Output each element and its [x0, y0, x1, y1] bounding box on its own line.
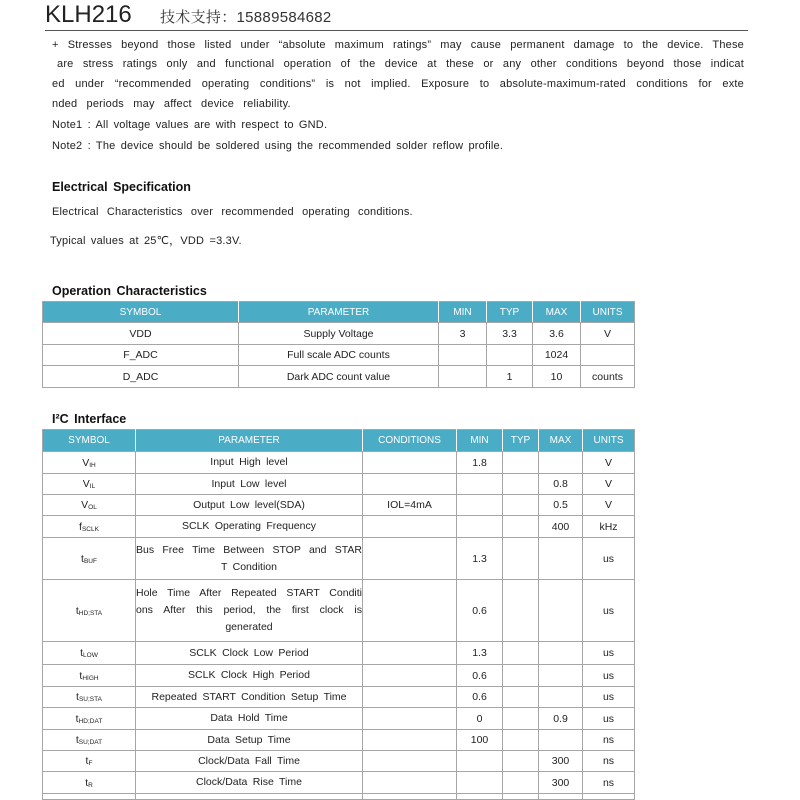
typ-cell	[503, 730, 539, 751]
symbol-subscript: BUF	[83, 557, 97, 565]
table-row	[43, 516, 635, 538]
conditions-cell	[363, 642, 457, 665]
max-cell: 300	[539, 772, 583, 794]
note-2: Note2 : The device should be soldered using the recommended solder reflow profile.	[52, 140, 504, 152]
parameter-line: Hole Time After Repeated START Conditi	[136, 587, 362, 599]
parameter-line: Bus Free Time Between STOP and STAR	[136, 543, 362, 556]
max-cell: 10	[533, 366, 581, 388]
symbol-cell: F_ADC	[43, 345, 239, 366]
max-cell: 0.9	[539, 708, 583, 730]
parameter-cell	[136, 751, 363, 772]
max-cell	[539, 665, 583, 687]
symbol-letter: V	[82, 478, 90, 490]
typ-cell	[503, 516, 539, 538]
min-cell: 0.6	[457, 665, 503, 687]
symbol-cell	[43, 495, 136, 516]
symbol-subscript: OL	[88, 504, 97, 511]
symbol-letter: t	[85, 755, 89, 767]
conditions-cell: IOL=4mA	[363, 495, 457, 516]
table-row	[43, 708, 635, 730]
min-cell	[457, 495, 503, 516]
parameter-cell	[136, 516, 363, 538]
parameter-cell	[136, 474, 363, 495]
symbol-letter: t	[79, 669, 83, 682]
parameter-line: SCLK Clock Low Period	[189, 646, 309, 659]
units-cell: us	[583, 665, 635, 687]
typ-cell	[487, 345, 533, 366]
symbol-subscript: HIGH	[82, 674, 99, 682]
table-header-cell: MIN	[439, 302, 487, 323]
symbol-cell	[43, 452, 136, 474]
min-cell	[457, 474, 503, 495]
table-row	[43, 687, 635, 708]
min-cell: 100	[457, 730, 503, 751]
symbol-cell	[43, 665, 136, 687]
units-cell: ns	[583, 751, 635, 772]
symbol-cell: D_ADC	[43, 366, 239, 388]
table-header-cell: UNITS	[581, 302, 635, 323]
parameter-cell	[136, 772, 363, 794]
table-row	[43, 730, 635, 751]
symbol-letter: t	[80, 647, 84, 659]
symbol-subscript: SU;STA	[78, 696, 102, 703]
table-header-cell: PARAMETER	[239, 302, 439, 323]
max-cell	[539, 452, 583, 474]
table-row	[43, 474, 635, 495]
conditions-cell	[363, 516, 457, 538]
min-cell	[457, 772, 503, 794]
units-cell: ns	[583, 772, 635, 794]
parameter-cell	[136, 730, 363, 751]
conditions-cell	[363, 665, 457, 687]
symbol-cell	[43, 751, 136, 772]
symbol-subscript: IL	[89, 483, 96, 490]
symbol-subscript: LOW	[83, 652, 98, 659]
min-cell	[457, 751, 503, 772]
parameter-line: SCLK Operating Frequency	[182, 520, 316, 532]
typ-cell	[503, 495, 539, 516]
table-header-cell: SYMBOL	[43, 430, 136, 452]
max-cell	[539, 538, 583, 580]
parameter-cell	[136, 495, 363, 516]
symbol-subscript: SCLK	[81, 525, 99, 533]
table-header-row	[43, 302, 635, 323]
units-cell: counts	[581, 366, 635, 388]
table-row	[43, 452, 635, 474]
doc-title: KLH216	[45, 1, 132, 28]
parameter-line: Clock/Data Fall Time	[198, 754, 300, 767]
symbol-cell	[43, 538, 136, 580]
units-cell: V	[583, 452, 635, 474]
symbol-cell	[43, 730, 136, 751]
symbol-subscript: IH	[89, 461, 96, 469]
table-row	[43, 751, 635, 772]
units-cell: us	[583, 642, 635, 665]
symbol-subscript: F	[88, 760, 93, 767]
typ-cell	[503, 665, 539, 687]
symbol-letter: f	[79, 520, 82, 533]
symbol-cell	[43, 642, 136, 665]
parameter-line: Input High level	[210, 456, 288, 468]
units-cell: V	[583, 474, 635, 495]
typ-cell: 1	[487, 366, 533, 388]
table-cell-continued	[583, 794, 635, 800]
conditions-cell	[363, 772, 457, 794]
parameter-cell	[136, 452, 363, 474]
notice-line: ed under “recommended operating conditions” is not implied. Exposure to absolute-maximum-rated conditions for exte	[52, 78, 744, 90]
max-cell: 300	[539, 751, 583, 772]
parameter-line: T Condition	[220, 560, 277, 573]
parameter-cell	[136, 538, 363, 580]
typ-cell	[503, 708, 539, 730]
symbol-letter: t	[85, 776, 89, 789]
parameter-cell: Dark ADC count value	[239, 366, 439, 388]
symbol-letter: t	[75, 712, 79, 725]
parameter-line: Clock/Data Rise Time	[196, 776, 302, 788]
notice-line: nded periods may affect device reliability.	[52, 98, 291, 110]
parameter-line: Data Setup Time	[207, 733, 291, 746]
conditions-cell	[363, 538, 457, 580]
units-cell: us	[583, 580, 635, 642]
table-cell-continued	[136, 794, 363, 800]
parameter-cell	[136, 642, 363, 665]
table-header-cell: MAX	[539, 430, 583, 452]
conditions-cell	[363, 580, 457, 642]
parameter-line: Repeated START Condition Setup Time	[151, 690, 347, 703]
section-heading-operation: Operation Characteristics	[52, 284, 207, 298]
symbol-cell	[43, 687, 136, 708]
units-cell: us	[583, 687, 635, 708]
table-cell-continued	[503, 794, 539, 800]
parameter-cell	[136, 708, 363, 730]
table-row	[43, 642, 635, 665]
symbol-subscript: HD;DAT	[78, 717, 103, 725]
parameter-line: Data Hold Time	[210, 712, 288, 724]
units-cell: V	[581, 323, 635, 345]
units-cell: us	[583, 538, 635, 580]
symbol-letter: V	[82, 456, 90, 469]
units-cell: V	[583, 495, 635, 516]
conditions-cell	[363, 474, 457, 495]
max-cell	[539, 730, 583, 751]
table-header-cell: MIN	[457, 430, 503, 452]
symbol-cell	[43, 580, 136, 642]
parameter-cell: Full scale ADC counts	[239, 345, 439, 366]
conditions-cell	[363, 452, 457, 474]
typical-conditions: Typical values at 25℃，VDD =3.3V.	[50, 235, 242, 247]
table-row	[43, 366, 635, 388]
conditions-cell	[363, 730, 457, 751]
symbol-cell	[43, 474, 136, 495]
typ-cell: 3.3	[487, 323, 533, 345]
table-row-continued	[43, 794, 635, 800]
header-rule	[45, 30, 748, 31]
typ-cell	[503, 452, 539, 474]
typ-cell	[503, 538, 539, 580]
table-header-cell: PARAMETER	[136, 430, 363, 452]
typ-cell	[503, 474, 539, 495]
table-cell-continued	[43, 794, 136, 800]
symbol-cell	[43, 772, 136, 794]
notice-line: are stress ratings only and functional operation of the device at these or any other conditions beyond those indicat	[57, 58, 744, 70]
symbol-letter: t	[75, 734, 79, 746]
table-row	[43, 323, 635, 345]
parameter-line: Output Low level(SDA)	[193, 498, 305, 511]
table-cell-continued	[457, 794, 503, 800]
min-cell: 0	[457, 708, 503, 730]
notice-line: + Stresses beyond those listed under “absolute maximum ratings” may cause permanent damage to the device. These	[52, 39, 744, 51]
symbol-subscript: HD;STA	[78, 609, 103, 617]
max-cell	[539, 580, 583, 642]
min-cell: 0.6	[457, 580, 503, 642]
conditions-cell	[363, 751, 457, 772]
max-cell	[539, 642, 583, 665]
electrical-intro: Electrical Characteristics over recommended operating conditions.	[52, 206, 413, 218]
typ-cell	[503, 580, 539, 642]
section-heading-i2c: I²C Interface	[52, 412, 127, 426]
parameter-line: ons After this period, the first clock is	[136, 604, 362, 616]
parameter-cell	[136, 687, 363, 708]
operation-table	[42, 301, 635, 388]
table-cell-continued	[363, 794, 457, 800]
min-cell	[439, 345, 487, 366]
conditions-cell	[363, 708, 457, 730]
min-cell: 3	[439, 323, 487, 345]
table-cell-continued	[539, 794, 583, 800]
units-cell: ns	[583, 730, 635, 751]
table-header-cell: UNITS	[583, 430, 635, 452]
max-cell	[539, 687, 583, 708]
table-header-cell: CONDITIONS	[363, 430, 457, 452]
typ-cell	[503, 751, 539, 772]
min-cell: 1.8	[457, 452, 503, 474]
symbol-letter: t	[75, 604, 79, 617]
table-header-row	[43, 430, 635, 452]
typ-cell	[503, 687, 539, 708]
symbol-letter: t	[81, 552, 84, 565]
units-cell: kHz	[583, 516, 635, 538]
symbol-letter: V	[81, 499, 89, 511]
table-header-cell: MAX	[533, 302, 581, 323]
note-1: Note1 : All voltage values are with respect to GND.	[52, 119, 328, 131]
symbol-subscript: R	[88, 781, 93, 789]
table-header-cell: SYMBOL	[43, 302, 239, 323]
min-cell: 1.3	[457, 642, 503, 665]
table-row	[43, 495, 635, 516]
table-row	[43, 665, 635, 687]
min-cell: 0.6	[457, 687, 503, 708]
parameter-line: SCLK Clock High Period	[188, 669, 310, 681]
table-row	[43, 538, 635, 580]
table-row	[43, 345, 635, 366]
symbol-cell	[43, 708, 136, 730]
table-row	[43, 772, 635, 794]
parameter-cell: Supply Voltage	[239, 323, 439, 345]
units-cell: us	[583, 708, 635, 730]
parameter-line: generated	[225, 621, 273, 633]
symbol-cell	[43, 516, 136, 538]
support-phone: 技术支持：15889584682	[160, 9, 332, 26]
symbol-subscript: SU;DAT	[78, 739, 103, 746]
max-cell: 3.6	[533, 323, 581, 345]
typ-cell	[503, 642, 539, 665]
table-row	[43, 580, 635, 642]
max-cell: 1024	[533, 345, 581, 366]
parameter-cell	[136, 580, 363, 642]
min-cell	[439, 366, 487, 388]
table-header-cell: TYP	[487, 302, 533, 323]
max-cell: 0.5	[539, 495, 583, 516]
max-cell: 400	[539, 516, 583, 538]
symbol-letter: t	[76, 691, 79, 703]
units-cell	[581, 345, 635, 366]
symbol-cell: VDD	[43, 323, 239, 345]
section-heading-electrical: Electrical Specification	[52, 180, 191, 194]
table-header-cell: TYP	[503, 430, 539, 452]
parameter-line: Input Low level	[211, 477, 287, 490]
parameter-cell	[136, 665, 363, 687]
i2c-table	[42, 429, 635, 800]
conditions-cell	[363, 687, 457, 708]
typ-cell	[503, 772, 539, 794]
max-cell: 0.8	[539, 474, 583, 495]
min-cell	[457, 516, 503, 538]
min-cell: 1.3	[457, 538, 503, 580]
